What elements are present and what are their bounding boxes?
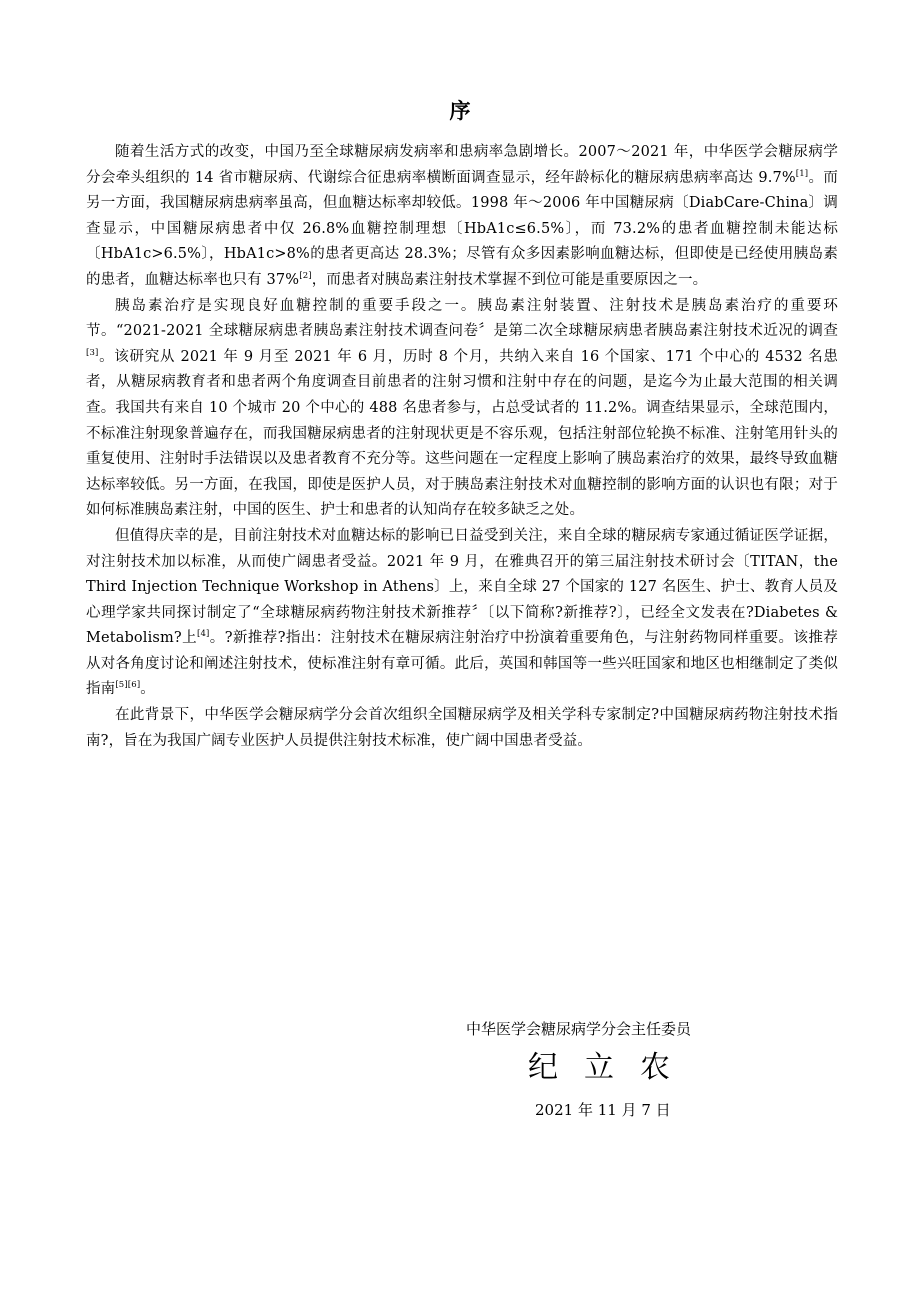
page-title: 序 [449,99,471,123]
paragraph [86,524,838,703]
paragraph-text: 但值得庆幸的是，目前注射技术对血糖达标的影响已日益受到关注，来自全球的糖尿病专家通过循证医学证据，对注射技术加以标准，从而使广阔患者受益。2021 年 9 月，在雅典召开的第三届注射技术研讨会〔TITAN，the Third Injection Technique Workshop in Athens〕上，来自全球 27 个国家的 127 名医生、护士、教育人员及心理学家共同探讨制定了“全球糖尿病药物注射技术新推荐〞〔以下简称?新推荐?〕，已经全文发表在?Diabetes & Metabolism?上 [86,527,838,647]
paragraph-text: 。?新推荐?指出：注射技术在糖尿病注射治疗中扮演着重要角色，与注射药物同样重要。该推荐从对各角度讨论和阐述注射技术，使标准注射有章可循。此后，英国和韩国等一些兴旺国家和地区也相继制定了类似指南 [86,630,838,698]
paragraph-text: 。而另一方面，我国糖尿病患病率虽高，但血糖达标率却较低。1998 年～2006 年中国糖尿病〔DiabCare-China〕调查显示，中国糖尿病患者中仅 26.8%血糖控制理想〔HbA1c≤6.5%〕，而 73.2%的患者血糖控制未能达标〔HbA1c>6.5%〕，HbA1c>8%的患者更高达 28.3%；尽管有众多因素影响血糖达标，但即使是已经使用胰岛素的患者，血糖达标率也只有 37% [86,169,838,288]
paragraph-text: 在此背景下，中华医学会糖尿病学分会首次组织全国糖尿病学及相关学科专家制定?中国糖尿病药物注射技术指南?，旨在为我国广阔专业医护人员提供注射技术标准，使广阔中国患者受益。 [86,707,838,749]
paragraph-text: 。该研究从 2021 年 9 月至 2021 年 6 月，历时 8 个月，共纳入来自 16 个国家、171 个中心的 4532 名患者，从糖尿病教育者和患者两个角度调查目前患者的注射习惯和注射中存在的问题，是迄今为止最大范围的相关调查。我国共有来自 10 个城市 20 个中心的 488 名患者参与，占总受试者的 11.2%。调查结果显示，全球范围内，不标准注射现象普遍存在，而我国糖尿病患者的注射现状更是不容乐观，包括注射部位轮换不标准、注射笔用针头的重复使用、注射时手法错误以及患者教育不充分等。这些问题在一定程度上影响了胰岛素治疗的效果，最终导致血糖达标率较低。另一方面，在我国，即使是医护人员，对于胰岛素注射技术对血糖控制的影响方面的认识也有限；对于如何标准胰岛素注射，中国的医生、护士和患者的认知尚存在较多缺乏之处。 [86,348,838,519]
paragraph-text: 随着生活方式的改变，中国乃至全球糖尿病发病率和患病率急剧增长。2007～2021 年，中华医学会糖尿病学分会牵头组织的 14 省市糖尿病、代谢综合征患病率横断面调查显示，经年龄标化的糖尿病患病率高达 9.7% [86,144,838,186]
citation-ref: [1] [795,168,809,179]
paragraph [86,703,838,754]
preface-body [86,140,838,754]
citation-ref: [3] [86,347,99,358]
citation-ref: [2] [299,271,312,282]
paragraph-text: ，而患者对胰岛素注射技术掌握不到位可能是重要原因之一。 [311,271,708,288]
signature-date: 2021 年 11 月 7 日 [535,1101,671,1119]
signature-name: 纪立农 [528,1050,696,1085]
paragraph [86,140,838,294]
paragraph [86,294,838,524]
signature-organization: 中华医学会糖尿病学分会主任委员 [466,1020,692,1038]
paragraph-text: 胰岛素治疗是实现良好血糖控制的重要手段之一。胰岛素注射装置、注射技术是胰岛素治疗的重要环节。“2021-2021 全球糖尿病患者胰岛素注射技术调查问卷〞是第二次全球糖尿病患者胰岛素注射技术近况的调查 [86,297,838,340]
citation-ref: [4] [197,629,210,640]
paragraph-text: 。 [140,681,155,698]
citation-ref: [5][6] [115,680,141,691]
